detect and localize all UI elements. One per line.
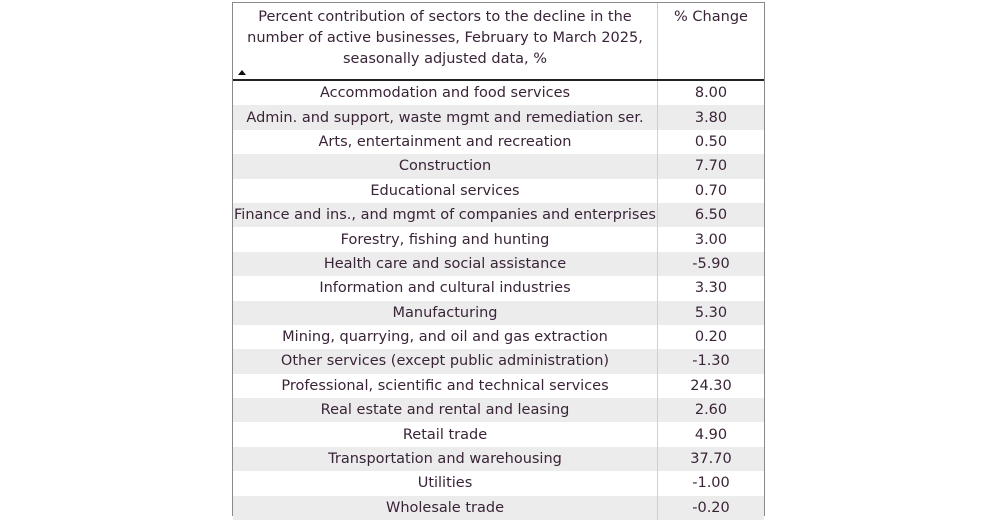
sector-cell: Manufacturing (233, 301, 658, 325)
sort-ascending-icon[interactable] (238, 70, 246, 75)
sector-cell: Utilities (233, 471, 658, 495)
sector-cell: Construction (233, 154, 658, 178)
header-change[interactable] (658, 3, 764, 79)
table-row (233, 471, 764, 495)
sector-cell: Mining, quarrying, and oil and gas extraction (233, 325, 658, 349)
sector-cell: Wholesale trade (233, 496, 658, 520)
header-change-label: % Change (674, 9, 748, 25)
change-cell: 3.30 (694, 280, 728, 297)
table-row (233, 374, 764, 398)
table-row (233, 154, 764, 178)
sector-cell: Professional, scientific and technical services (233, 374, 658, 398)
table-row (233, 325, 764, 349)
change-cell: -5.90 (692, 255, 730, 272)
table-row (233, 422, 764, 446)
table-row (233, 81, 764, 105)
change-cell: 24.30 (690, 377, 732, 394)
change-cell: 4.90 (694, 426, 728, 443)
sector-cell: Educational services (233, 179, 658, 203)
change-cell: 3.00 (694, 231, 728, 248)
sector-cell: Admin. and support, waste mgmt and remediation ser. (233, 105, 658, 129)
change-cell: 0.50 (694, 133, 728, 150)
change-cell: 7.70 (694, 158, 728, 175)
sector-cell: Information and cultural industries (233, 276, 658, 300)
table-row (233, 130, 764, 154)
table-row (233, 398, 764, 422)
table-row (233, 301, 764, 325)
change-cell: 37.70 (690, 451, 732, 468)
header-sector-label: Percent contribution of sectors to the decline in the number of active businesses, February to March 2025, seasonally adjusted data, % (247, 9, 643, 67)
data-table (232, 2, 765, 516)
change-cell: -1.30 (692, 353, 730, 370)
table-row (233, 203, 764, 227)
change-cell: 3.80 (694, 109, 728, 126)
sector-cell: Forestry, fishing and hunting (233, 227, 658, 251)
table-row (233, 349, 764, 373)
change-cell: 5.30 (694, 304, 728, 321)
table-row (233, 447, 764, 471)
table-row (233, 496, 764, 520)
sector-cell: Retail trade (233, 422, 658, 446)
table-body (233, 81, 764, 520)
header-sector[interactable] (233, 3, 658, 79)
table-row (233, 179, 764, 203)
table-row (233, 276, 764, 300)
sector-cell: Other services (except public administration) (233, 349, 658, 373)
table-row (233, 252, 764, 276)
sector-cell: Real estate and rental and leasing (233, 398, 658, 422)
change-cell: 6.50 (694, 207, 728, 224)
sector-cell: Finance and ins., and mgmt of companies and enterprises (233, 203, 658, 227)
sector-cell: Health care and social assistance (233, 252, 658, 276)
table-header (233, 3, 764, 81)
change-cell: 8.00 (694, 85, 728, 102)
sector-cell: Arts, entertainment and recreation (233, 130, 658, 154)
change-cell: 0.70 (694, 182, 728, 199)
change-cell: -0.20 (692, 499, 730, 516)
sector-cell: Transportation and warehousing (233, 447, 658, 471)
change-cell: -1.00 (692, 475, 730, 492)
change-cell: 0.20 (694, 329, 728, 346)
change-cell: 2.60 (694, 402, 728, 419)
table-row (233, 105, 764, 129)
table-row (233, 227, 764, 251)
sector-cell: Accommodation and food services (233, 81, 658, 105)
